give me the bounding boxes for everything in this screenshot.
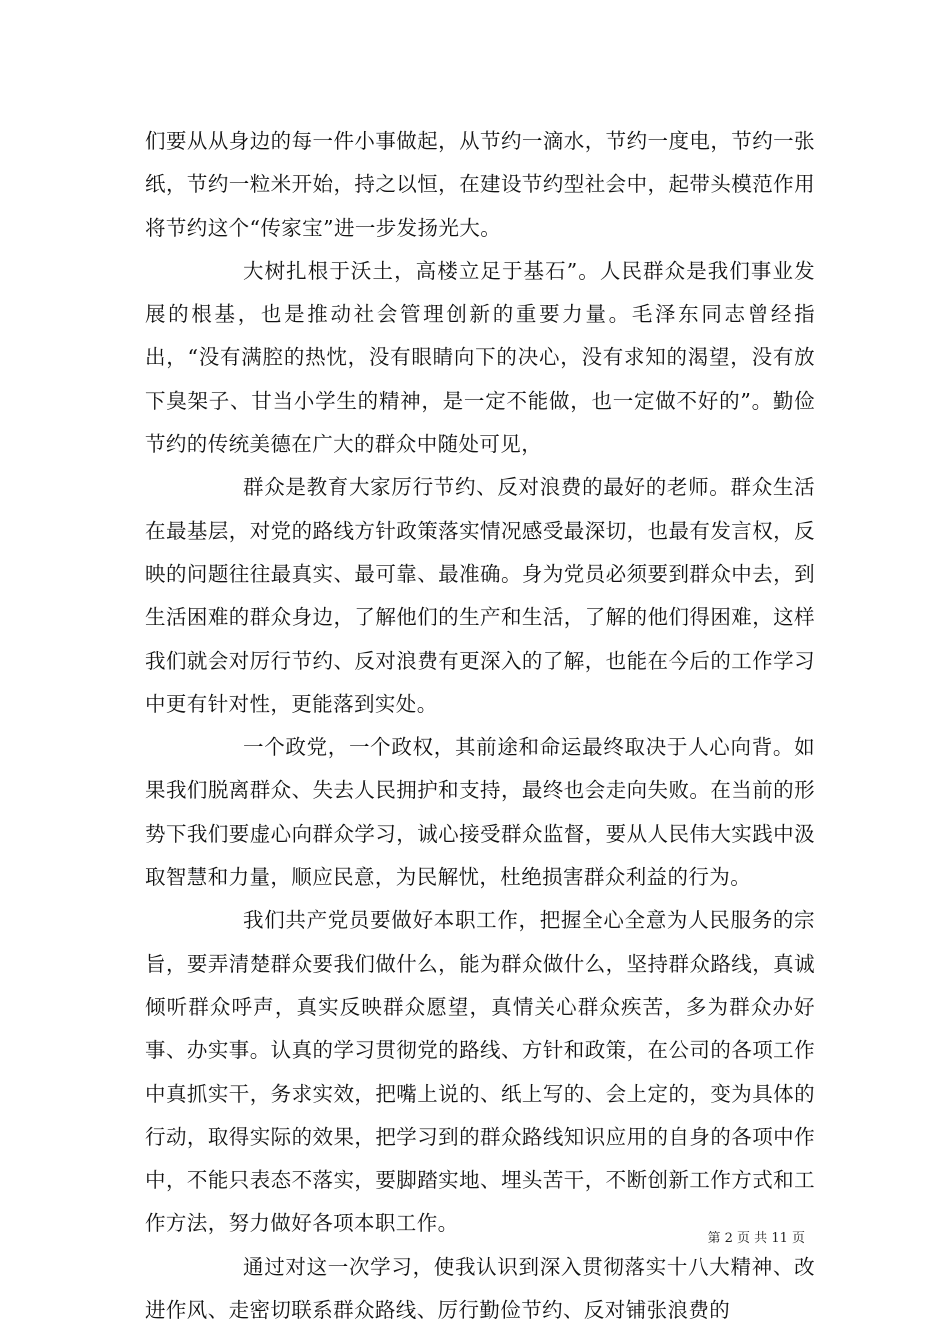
- document-body: [145, 120, 815, 1332]
- paragraph-6: 通过对这一次学习，使我认识到深入贯彻落实十八大精神、改进作风、走密切联系群众路线、厉行勤俭节约、反对铺张浪费的: [145, 1254, 815, 1323]
- paragraph-1: 们要从从身边的每一件小事做起，从节约一滴水，节约一度电，节约一张纸，节约一粒米开始，持之以恒，在建设节约型社会中，起带头模范作用将节约这个“传家宝”进一步发扬光大。: [145, 129, 815, 240]
- paragraph-4: 一个政党，一个政权，其前途和命运最终取决于人心向背。如果我们脱离群众、失去人民拥护和支持，最终也会走向失败。在当前的形势下我们要虚心向群众学习，诚心接受群众监督，要从人民伟大实践中汲取智慧和力量，顺应民意，为民解忧，杜绝损害群众利益的行为。: [145, 735, 815, 890]
- page-number-footer: 第 2 页 共 11 页: [707, 1231, 805, 1246]
- paragraph-3: 群众是教育大家厉行节约、反对浪费的最好的老师。群众生活在最基层，对党的路线方针政策落实情况感受最深切，也最有发言权，反映的问题往往最真实、最可靠、最准确。身为党员必须要到群众中去，到生活困难的群众身边，了解他们的生产和生活，了解的他们得困难，这样我们就会对厉行节约、反对浪费有更深入的了解，也能在今后的工作学习中更有针对性，更能落到实处。: [145, 475, 815, 716]
- paragraph-2: 大树扎根于沃土，高楼立足于基石”。人民群众是我们事业发展的根基，也是推动社会管理创新的重要力量。毛泽东同志曾经指出，“没有满腔的热忱，没有眼睛向下的决心，没有求知的渴望，没有放下臭架子、甘当小学生的精神，是一定不能做，也一定做不好的”。勤俭节约的传统美德在广大的群众中随处可见，: [145, 258, 815, 457]
- paragraph-5: 我们共产党员要做好本职工作，把握全心全意为人民服务的宗旨，要弄清楚群众要我们做什么，能为群众做什么，坚持群众路线，真诚倾听群众呼声，真实反映群众愿望，真情关心群众疾苦，多为群众办好事、办实事。认真的学习贯彻党的路线、方针和政策，在公司的各项工作中真抓实干，务求实效，把嘴上说的、纸上写的、会上定的，变为具体的行动，取得实际的效果，把学习到的群众路线知识应用的自身的各项中作中，不能只表态不落实，要脚踏实地、埋头苦干，不断创新工作方式和工作方法，努力做好各项本职工作。: [145, 908, 815, 1236]
